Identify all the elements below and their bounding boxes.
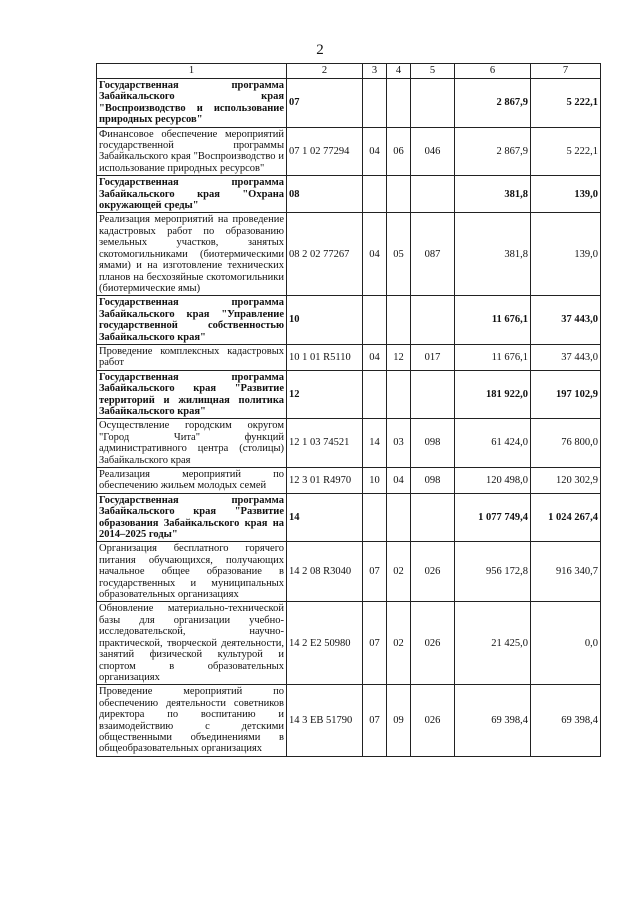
row-code: 07 xyxy=(287,79,363,128)
row-amount-1: 2 867,9 xyxy=(455,127,531,176)
row-section: 04 xyxy=(363,213,387,296)
row-amount-2: 69 398,4 xyxy=(531,685,601,756)
row-amount-1: 120 498,0 xyxy=(455,468,531,494)
row-section: 04 xyxy=(363,127,387,176)
row-name: Государственная программа Забайкальского края "Воспроизводство и использование природных ресурсов" xyxy=(97,79,287,128)
row-code: 12 xyxy=(287,370,363,419)
row-subsection xyxy=(387,493,411,542)
table-row xyxy=(97,213,601,296)
row-expense-type: 026 xyxy=(411,602,455,685)
row-code: 10 xyxy=(287,296,363,345)
row-code: 12 3 01 R4970 xyxy=(287,468,363,494)
row-name: Государственная программа Забайкальского края "Развитие образования Забайкальского края на 2014–2025 годы" xyxy=(97,493,287,542)
row-amount-1: 381,8 xyxy=(455,176,531,213)
row-expense-type: 098 xyxy=(411,419,455,468)
row-subsection: 02 xyxy=(387,602,411,685)
row-name: Реализация мероприятий на проведение кадастровых работ по образованию земельных участков, занятых скотомогильниками (биотермическими ямами) и на изготовление технических планов на бесхозяйные скотомогильники (биотермические ямы) xyxy=(97,213,287,296)
row-name: Реализация мероприятий по обеспечению жильем молодых семей xyxy=(97,468,287,494)
row-expense-type: 017 xyxy=(411,344,455,370)
column-header: 3 xyxy=(363,64,387,79)
program-row xyxy=(97,79,601,128)
row-amount-2: 5 222,1 xyxy=(531,127,601,176)
row-section: 10 xyxy=(363,468,387,494)
row-amount-1: 1 077 749,4 xyxy=(455,493,531,542)
row-name: Проведение мероприятий по обеспечению деятельности советников директора по воспитанию и взаимодействию с детскими общественными объединениями в общеобразовательных организациях xyxy=(97,685,287,756)
table-row xyxy=(97,542,601,602)
row-amount-1: 381,8 xyxy=(455,213,531,296)
row-code: 14 2 E2 50980 xyxy=(287,602,363,685)
row-expense-type xyxy=(411,370,455,419)
row-name: Государственная программа Забайкальского края "Развитие территорий и жилищная политика Забайкальского края" xyxy=(97,370,287,419)
column-header: 7 xyxy=(531,64,601,79)
row-code: 14 2 08 R3040 xyxy=(287,542,363,602)
row-amount-2: 37 443,0 xyxy=(531,296,601,345)
row-section xyxy=(363,370,387,419)
row-expense-type: 026 xyxy=(411,685,455,756)
row-subsection: 02 xyxy=(387,542,411,602)
table-header-row xyxy=(97,64,601,79)
row-section: 07 xyxy=(363,542,387,602)
row-section xyxy=(363,296,387,345)
table-row xyxy=(97,685,601,756)
table-body xyxy=(97,79,601,757)
row-subsection: 05 xyxy=(387,213,411,296)
row-amount-2: 139,0 xyxy=(531,213,601,296)
column-header: 6 xyxy=(455,64,531,79)
row-subsection xyxy=(387,79,411,128)
row-name: Организация бесплатного горячего питания обучающихся, получающих начальное общее образование в государственных и муниципальных образовательных организациях xyxy=(97,542,287,602)
row-amount-2: 1 024 267,4 xyxy=(531,493,601,542)
column-header: 4 xyxy=(387,64,411,79)
row-code: 08 2 02 77267 xyxy=(287,213,363,296)
program-row xyxy=(97,493,601,542)
column-header: 5 xyxy=(411,64,455,79)
row-subsection: 04 xyxy=(387,468,411,494)
row-expense-type xyxy=(411,176,455,213)
row-section xyxy=(363,176,387,213)
row-name: Государственная программа Забайкальского края "Управление государственной собственностью Забайкальского края" xyxy=(97,296,287,345)
row-expense-type: 026 xyxy=(411,542,455,602)
row-expense-type xyxy=(411,493,455,542)
row-code: 14 3 EB 51790 xyxy=(287,685,363,756)
row-amount-2: 76 800,0 xyxy=(531,419,601,468)
row-code: 08 xyxy=(287,176,363,213)
row-subsection: 06 xyxy=(387,127,411,176)
row-amount-1: 11 676,1 xyxy=(455,344,531,370)
row-amount-1: 11 676,1 xyxy=(455,296,531,345)
row-subsection: 03 xyxy=(387,419,411,468)
row-amount-1: 21 425,0 xyxy=(455,602,531,685)
table-row xyxy=(97,419,601,468)
row-amount-2: 120 302,9 xyxy=(531,468,601,494)
table-row xyxy=(97,468,601,494)
row-subsection xyxy=(387,370,411,419)
row-section xyxy=(363,493,387,542)
row-expense-type xyxy=(411,79,455,128)
row-name: Осуществление городским округом "Город Чита" функций административного центра (столицы) Забайкальского края xyxy=(97,419,287,468)
column-header: 2 xyxy=(287,64,363,79)
table-row xyxy=(97,344,601,370)
row-subsection: 12 xyxy=(387,344,411,370)
program-row xyxy=(97,370,601,419)
table-row xyxy=(97,602,601,685)
program-row xyxy=(97,296,601,345)
row-expense-type xyxy=(411,296,455,345)
row-section: 04 xyxy=(363,344,387,370)
row-name: Государственная программа Забайкальского края "Охрана окружающей среды" xyxy=(97,176,287,213)
row-name: Проведение комплексных кадастровых работ xyxy=(97,344,287,370)
row-section xyxy=(363,79,387,128)
row-subsection xyxy=(387,176,411,213)
row-name: Финансовое обеспечение мероприятий государственной программы Забайкальского края "Воспроизводство и использование природных ресурсов" xyxy=(97,127,287,176)
row-amount-2: 5 222,1 xyxy=(531,79,601,128)
row-code: 12 1 03 74521 xyxy=(287,419,363,468)
row-code: 14 xyxy=(287,493,363,542)
row-code: 07 1 02 77294 xyxy=(287,127,363,176)
row-amount-2: 0,0 xyxy=(531,602,601,685)
row-section: 07 xyxy=(363,685,387,756)
table-row xyxy=(97,127,601,176)
row-amount-1: 69 398,4 xyxy=(455,685,531,756)
row-subsection: 09 xyxy=(387,685,411,756)
row-code: 10 1 01 R5110 xyxy=(287,344,363,370)
program-row xyxy=(97,176,601,213)
row-amount-2: 197 102,9 xyxy=(531,370,601,419)
row-amount-2: 37 443,0 xyxy=(531,344,601,370)
budget-table xyxy=(96,63,601,757)
row-amount-2: 916 340,7 xyxy=(531,542,601,602)
row-amount-1: 61 424,0 xyxy=(455,419,531,468)
row-name: Обновление материально-технической базы для организации учебно-исследовательской, научно-практической, творческой деятельности, занятий физической культурой и спортом в образовательных организациях xyxy=(97,602,287,685)
row-section: 07 xyxy=(363,602,387,685)
row-expense-type: 087 xyxy=(411,213,455,296)
row-subsection xyxy=(387,296,411,345)
column-header: 1 xyxy=(97,64,287,79)
page-number: 2 xyxy=(316,42,324,58)
row-section: 14 xyxy=(363,419,387,468)
row-amount-1: 956 172,8 xyxy=(455,542,531,602)
row-amount-1: 2 867,9 xyxy=(455,79,531,128)
row-amount-2: 139,0 xyxy=(531,176,601,213)
row-amount-1: 181 922,0 xyxy=(455,370,531,419)
row-expense-type: 046 xyxy=(411,127,455,176)
row-expense-type: 098 xyxy=(411,468,455,494)
